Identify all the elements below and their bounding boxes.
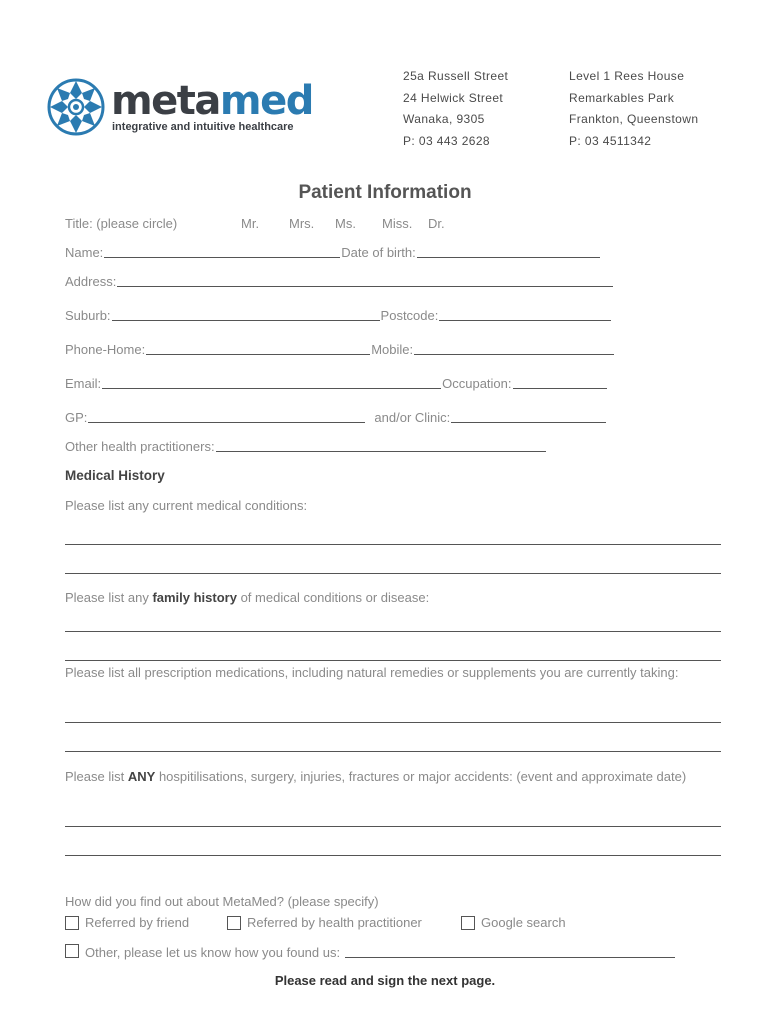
gp-field[interactable] — [88, 421, 365, 423]
clinic-field[interactable] — [451, 421, 606, 423]
brand-part-med: med — [219, 78, 313, 124]
name-field[interactable] — [104, 256, 340, 258]
dob-field[interactable] — [417, 256, 600, 258]
email-row — [65, 376, 608, 391]
title-option-mrs[interactable]: Mrs. — [289, 216, 315, 231]
other-referral-field[interactable] — [345, 956, 675, 958]
other-practitioners-label: Other health practitioners: — [65, 439, 215, 454]
google-search-label: Google search — [481, 915, 566, 930]
brand-tagline: integrative and intuitive healthcare — [112, 121, 294, 133]
occupation-field[interactable] — [513, 387, 607, 389]
occupation-label: Occupation: — [442, 376, 512, 391]
title-option-mr[interactable]: Mr. — [241, 216, 260, 231]
current-conditions-line-1[interactable] — [65, 544, 721, 545]
brand-wordmark — [111, 78, 313, 124]
title-label: Title: (please circle) — [65, 216, 178, 231]
hospitalisations-text-pre: Please list — [65, 769, 128, 784]
medications-question: Please list all prescription medications, including natural remedies or supplements you are currently taking: — [65, 665, 679, 680]
referral-question: How did you find out about MetaMed? (please specify) — [65, 894, 379, 909]
postcode-label: Postcode: — [380, 308, 439, 323]
referred-by-practitioner-checkbox[interactable] — [227, 916, 241, 930]
google-search-checkbox[interactable] — [461, 916, 475, 930]
current-conditions-question: Please list any current medical conditions: — [65, 498, 308, 513]
address-label: Address: — [65, 274, 117, 289]
gp-row — [65, 410, 607, 425]
suburb-label: Suburb: — [65, 308, 111, 323]
mobile-label: Mobile: — [371, 342, 414, 357]
other-referral-label: Other, please let us know how you found us: — [85, 945, 341, 960]
suburb-field[interactable] — [112, 319, 380, 321]
address-line: 25a Russell Street — [403, 69, 509, 83]
family-history-line-1[interactable] — [65, 631, 721, 632]
other-referral-checkbox[interactable] — [65, 944, 79, 958]
address-line: 24 Helwick Street — [403, 90, 504, 105]
address-wanaka — [403, 66, 508, 152]
name-label: Name: — [65, 245, 104, 260]
medical-history-heading: Medical History — [65, 468, 165, 483]
phone-row — [65, 342, 615, 357]
title-option-dr[interactable]: Dr. — [428, 216, 445, 231]
address-phone: P: 03 4511342 — [569, 133, 652, 148]
family-history-line-2[interactable] — [65, 660, 721, 661]
address-phone: P: 03 443 2628 — [403, 133, 491, 148]
email-label: Email: — [65, 376, 102, 391]
brand-part-meta: meta — [111, 78, 220, 124]
suburb-row — [65, 308, 612, 323]
postcode-field[interactable] — [439, 319, 611, 321]
referred-by-friend-checkbox[interactable] — [65, 916, 79, 930]
family-history-text-post: of medical conditions or disease: — [236, 590, 430, 605]
referred-by-practitioner-label: Referred by health practitioner — [247, 915, 422, 930]
address-line: Wanaka, 9305 — [403, 112, 485, 126]
address-line: Remarkables Park — [569, 90, 675, 105]
medications-line-2[interactable] — [65, 751, 721, 752]
hospitalisations-line-2[interactable] — [65, 855, 721, 856]
hospitalisations-text-post: hospitilisations, surgery, injuries, fractures or major accidents: (event and approximate date) — [155, 769, 687, 784]
address-line: Level 1 Rees House — [569, 69, 685, 83]
email-field[interactable] — [102, 387, 441, 389]
title-option-miss[interactable]: Miss. — [382, 216, 413, 231]
title-row — [65, 216, 445, 231]
other-practitioners-field[interactable] — [216, 450, 546, 452]
hospitalisations-text-bold: ANY — [127, 769, 156, 784]
current-conditions-line-2[interactable] — [65, 573, 721, 574]
name-row — [65, 245, 601, 260]
form-title: Patient Information — [298, 182, 472, 203]
family-history-text-pre: Please list any — [65, 590, 153, 605]
address-queenstown — [569, 66, 698, 152]
phone-home-label: Phone-Home: — [65, 342, 146, 357]
mobile-field[interactable] — [414, 353, 614, 355]
family-history-text-bold: family history — [152, 590, 237, 605]
referral-other-row — [65, 944, 676, 960]
mandala-icon — [46, 77, 106, 137]
referred-by-friend-label: Referred by friend — [85, 915, 190, 930]
other-practitioners-row — [65, 439, 547, 454]
hospitalisations-question — [65, 768, 725, 785]
phone-home-field[interactable] — [146, 353, 370, 355]
address-field[interactable] — [117, 285, 613, 287]
title-option-ms[interactable]: Ms. — [335, 216, 356, 231]
hospitalisations-line-1[interactable] — [65, 826, 721, 827]
clinic-label: and/or Clinic: — [374, 410, 451, 425]
referral-options-row — [65, 915, 566, 930]
next-page-note: Please read and sign the next page. — [274, 973, 496, 988]
gp-label: GP: — [65, 410, 88, 425]
address-line: Frankton, Queenstown — [569, 112, 699, 126]
address-row — [65, 274, 614, 289]
dob-label: Date of birth: — [341, 245, 416, 260]
family-history-question — [65, 589, 725, 606]
medications-line-1[interactable] — [65, 722, 721, 723]
